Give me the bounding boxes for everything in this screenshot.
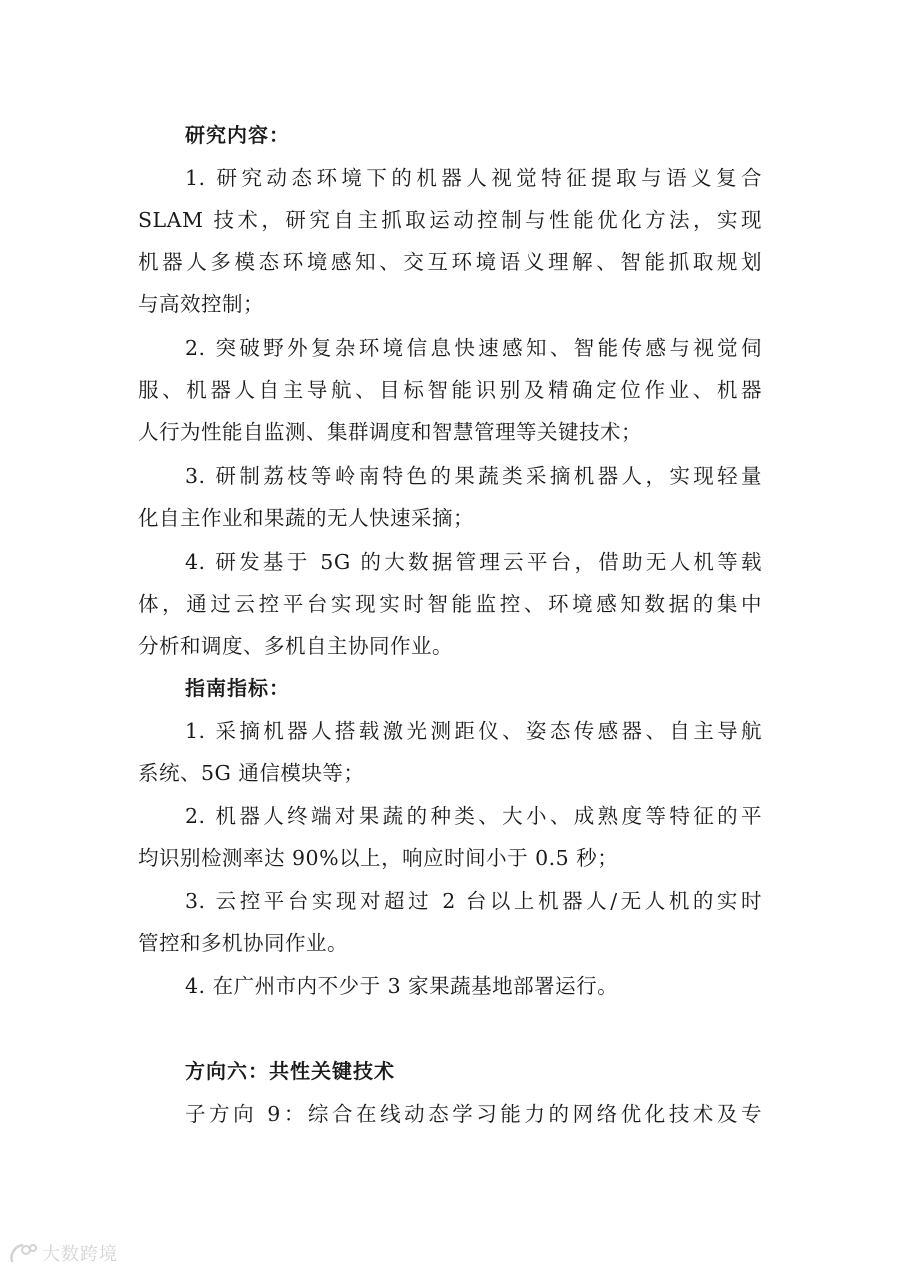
indicator-item-4-line-1: 4. 在广州市内不少于 3 家果蔬基地部署运行。 — [185, 974, 619, 998]
research-item-3-line-1: 3. 研制荔枝等岭南特色的果蔬类采摘机器人，实现轻量 — [185, 464, 762, 488]
watermark-text: 大数跨境 — [42, 1244, 118, 1265]
research-item-1-line-3: 机器人多模态环境感知、交互环境语义理解、智能抓取规划 — [138, 250, 762, 274]
research-item-4-line-1: 4. 研发基于 5G 的大数据管理云平台，借助无人机等载 — [185, 550, 762, 574]
indicator-item-2-line-1: 2. 机器人终端对果蔬的种类、大小、成熟度等特征的平 — [185, 804, 762, 828]
heading-research-content: 研究内容： — [185, 123, 290, 147]
indicator-item-3-line-1: 3. 云控平台实现对超过 2 台以上机器人/无人机的实时 — [185, 889, 762, 913]
research-item-1-line-1: 1. 研究动态环境下的机器人视觉特征提取与语义复合 — [185, 166, 762, 190]
research-item-2-line-2: 服、机器人自主导航、目标智能识别及精确定位作业、机器 — [138, 378, 762, 402]
indicator-item-2-line-2: 均识别检测率达 90%以上，响应时间小于 0.5 秒； — [138, 846, 619, 870]
heading-direction-six: 方向六：共性关键技术 — [185, 1059, 395, 1083]
research-item-3-line-2: 化自主作业和果蔬的无人快速采摘； — [138, 506, 474, 530]
heading-guide-indicators: 指南指标： — [185, 676, 290, 700]
research-item-1-line-4: 与高效控制； — [138, 292, 264, 316]
research-item-4-line-2: 体，通过云控平台实现实时智能监控、环境感知数据的集中 — [138, 592, 762, 616]
watermark — [8, 1240, 118, 1266]
indicator-item-1-line-2: 系统、5G 通信模块等； — [138, 761, 365, 785]
research-item-1-line-2: SLAM 技术，研究自主抓取运动控制与性能优化方法，实现 — [138, 208, 762, 232]
research-item-2-line-3: 人行为性能自监测、集群调度和智慧管理等关键技术； — [138, 420, 642, 444]
brand-logo-icon — [8, 1241, 38, 1265]
research-item-4-line-3: 分析和调度、多机自主协同作业。 — [138, 634, 453, 658]
research-item-2-line-1: 2. 突破野外复杂环境信息快速感知、智能传感与视觉伺 — [185, 336, 762, 360]
indicator-item-3-line-2: 管控和多机协同作业。 — [138, 931, 348, 955]
subdirection-nine-line: 子方向 9：综合在线动态学习能力的网络优化技术及专 — [185, 1102, 762, 1126]
indicator-item-1-line-1: 1. 采摘机器人搭载激光测距仪、姿态传感器、自主导航 — [185, 719, 762, 743]
